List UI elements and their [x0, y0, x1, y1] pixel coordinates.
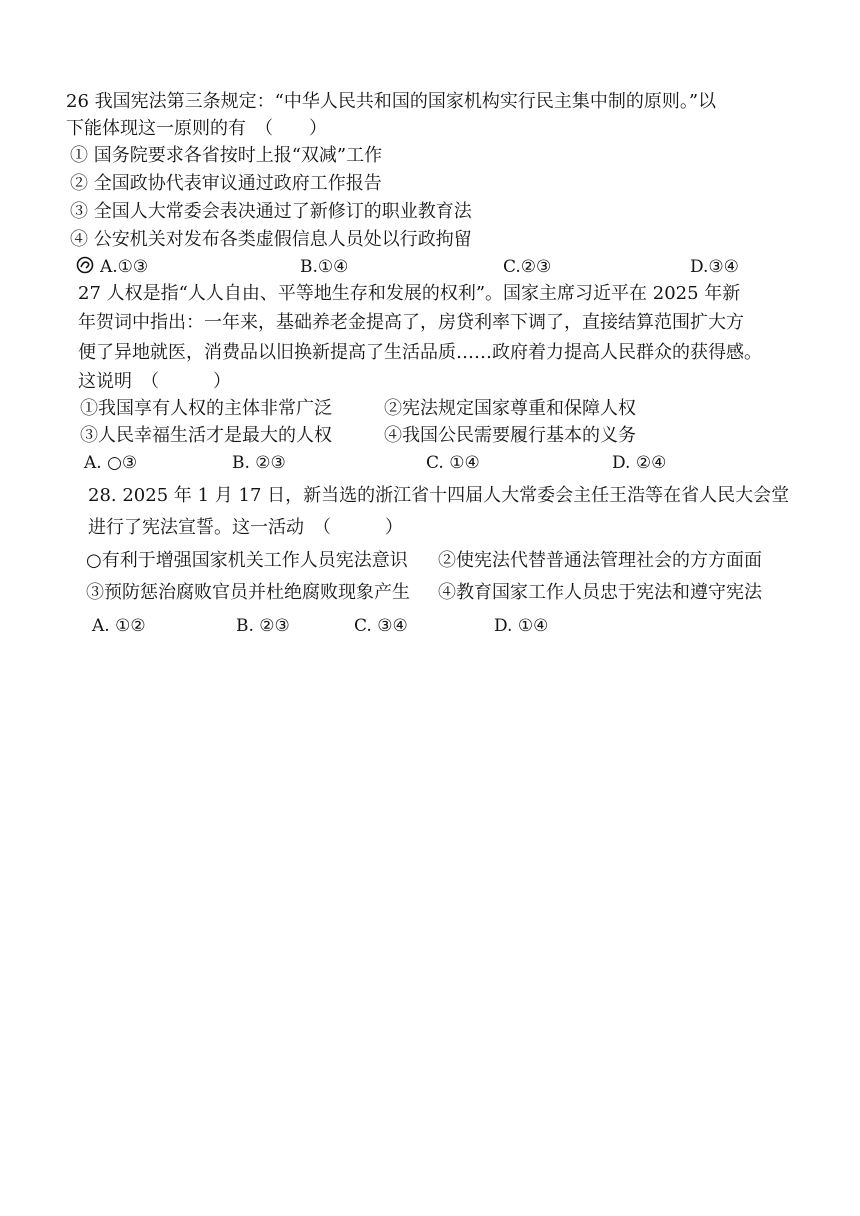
q26-option-a: A.①③	[100, 257, 149, 277]
q28-item-2: ②使宪法代替普通法管理社会的方方面面	[438, 550, 762, 571]
q27-stem-line-3: 便了异地就医，消费品以旧换新提高了生活品质……政府着力提高人民群众的获得感。	[78, 342, 762, 363]
q27-option-a: A. ○③	[84, 453, 138, 473]
q27-option-b: B. ②③	[232, 453, 286, 473]
q27-stem-line-2: 年贺词中指出：一年来，基础养老金提高了，房贷利率下调了，直接结算范围扩大方	[78, 312, 744, 333]
q28-option-d: D. ①④	[494, 616, 549, 636]
q28-option-a: A. ①②	[92, 616, 146, 636]
q26-item-3: ③ 全国人大常委会表决通过了新修订的职业教育法	[70, 201, 472, 222]
q26-option-d: D.③④	[690, 257, 739, 277]
q26-item-4: ④ 公安机关对发布各类虚假信息人员处以行政拘留	[70, 229, 472, 250]
q28-option-c: C. ③④	[354, 616, 408, 636]
q27-option-c: C. ①④	[426, 453, 480, 473]
q28-item-3: ③预防惩治腐败官员并杜绝腐败现象产生	[86, 582, 410, 603]
q27-item-1: ①我国享有人权的主体非常广泛	[80, 398, 332, 419]
handwritten-circle-mark-icon	[76, 256, 94, 274]
q28-item-1: ○有利于增强国家机关工作人员宪法意识	[86, 550, 408, 571]
q27-item-4: ④我国公民需要履行基本的义务	[384, 425, 636, 446]
q27-stem-line-4: 这说明 （ ）	[78, 371, 231, 392]
q27-stem-line-1: 27 人权是指“人人自由、平等地生存和发展的权利”。国家主席习近平在 2025 年新	[78, 283, 741, 304]
q28-stem-line-2: 进行了宪法宣誓。这一活动 （ ）	[88, 517, 403, 538]
q26-stem-line-1: 26 我国宪法第三条规定：“中华人民共和国的国家机构实行民主集中制的原则。”以	[66, 91, 717, 112]
q26-option-c: C.②③	[503, 257, 552, 277]
q26-item-1: ① 国务院要求各省按时上报“双减”工作	[70, 145, 383, 166]
q26-option-b: B.①④	[300, 257, 349, 277]
q28-item-4: ④教育国家工作人员忠于宪法和遵守宪法	[438, 582, 762, 603]
q28-stem-line-1: 28. 2025 年 1 月 17 日，新当选的浙江省十四届人大常委会主任王浩等在省人民大会堂	[88, 485, 790, 506]
q27-item-3: ③人民幸福生活才是最大的人权	[80, 425, 332, 446]
q27-option-d: D. ②④	[612, 453, 667, 473]
q28-option-b: B. ②③	[236, 616, 290, 636]
q26-item-2: ② 全国政协代表审议通过政府工作报告	[70, 173, 382, 194]
q27-item-2: ②宪法规定国家尊重和保障人权	[384, 398, 636, 419]
q26-stem-line-2: 下能体现这一原则的有 （ ）	[66, 118, 327, 139]
